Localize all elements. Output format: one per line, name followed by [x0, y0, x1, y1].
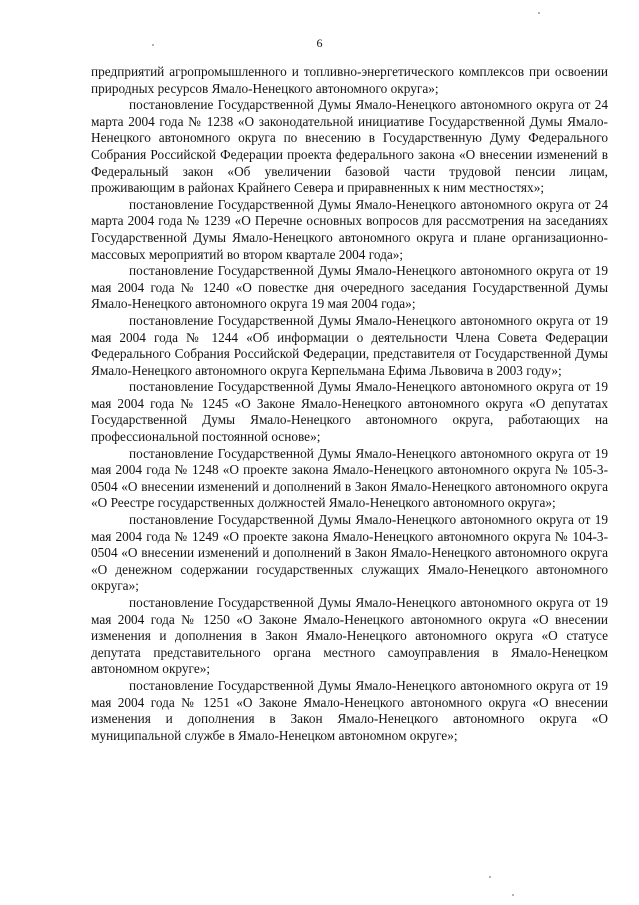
scan-speck [489, 876, 491, 878]
document-body [91, 64, 608, 744]
paragraph-resolution-1249: постановление Государственной Думы Ямало-Ненецкого автономного округа от 19 мая 2004 года № 1249 «О проекте закона Ямало-Ненецкого автономного округа № 104-3-0504 «О внесении изменений и дополнений в Закон Ямало-Ненецкого автономного округа «О денежном содержании государственных служащих Ямало-Ненецкого автономного округа»; [91, 512, 608, 594]
scan-speck [538, 12, 540, 14]
paragraph-resolution-1245: постановление Государственной Думы Ямало-Ненецкого автономного округа от 19 мая 2004 года № 1245 «О Законе Ямало-Ненецкого автономного округа «О депутатах Государственной Думы Ямало-Ненецкого автономного округа, работающих на профессиональной постоянной основе»; [91, 379, 608, 445]
scan-speck [512, 894, 514, 896]
paragraph-resolution-1244: постановление Государственной Думы Ямало-Ненецкого автономного округа от 19 мая 2004 года № 1244 «Об информации о деятельности Члена Совета Федерации Федерального Собрания Российской Федерации, представителя от Государственной Думы Ямало-Ненецкого автономного округа Керпельмана Ефима Львовича в 2003 году»; [91, 312, 608, 378]
page-number: 6 [316, 36, 323, 50]
paragraph-resolution-1239: постановление Государственной Думы Ямало-Ненецкого автономного округа от 24 марта 2004 года № 1239 «О Перечне основных вопросов для рассмотрения на заседаниях Государственной Думы Ямало-Ненецкого автономного округа и плане организационно-массовых мероприятий во втором квартале 2004 года»; [91, 196, 608, 262]
paragraph-resolution-1250: постановление Государственной Думы Ямало-Ненецкого автономного округа от 19 мая 2004 года № 1250 «О Законе Ямало-Ненецкого автономного округа «О внесении изменения и дополнения в Закон Ямало-Ненецкого автономного округа «О статусе депутата представительного органа местного самоуправления в Ямало-Ненецком автономном округе»; [91, 595, 608, 677]
scan-speck [152, 44, 154, 46]
paragraph-resolution-1248: постановление Государственной Думы Ямало-Ненецкого автономного округа от 19 мая 2004 года № 1248 «О проекте закона Ямало-Ненецкого автономного округа № 105-3-0504 «О внесении изменений и дополнений в Закон Ямало-Ненецкого автономного округа «О Реестре государственных должностей Ямало-Ненецкого автономного округа»; [91, 445, 608, 511]
paragraph-resolution-1251: постановление Государственной Думы Ямало-Ненецкого автономного округа от 19 мая 2004 года № 1251 «О Законе Ямало-Ненецкого автономного округа «О внесении изменения и дополнения в Закон Ямало-Ненецкого автономного округа «О муниципальной службе в Ямало-Ненецком автономном округе»; [91, 677, 608, 743]
paragraph-resolution-1240: постановление Государственной Думы Ямало-Ненецкого автономного округа от 19 мая 2004 года № 1240 «О повестке дня очередного заседания Государственной Думы Ямало-Ненецкого автономного округа 19 мая 2004 года»; [91, 263, 608, 312]
paragraph-continued: предприятий агропромышленного и топливно-энергетического комплексов при освоении природных ресурсов Ямало-Ненецкого автономного округа»; [91, 64, 608, 96]
paragraph-resolution-1238: постановление Государственной Думы Ямало-Ненецкого автономного округа от 24 марта 2004 года № 1238 «О законодательной инициативе Государственной Думы Ямало-Ненецкого автономного округа по внесению в Государственную Думу Федерального Собрания Российской Федерации проекта федерального закона «О внесении изменений в Федеральный закон «Об увеличении базовой части трудовой пенсии лицам, проживающим в районах Крайнего Севера и приравненных к ним местностях»; [91, 97, 608, 196]
